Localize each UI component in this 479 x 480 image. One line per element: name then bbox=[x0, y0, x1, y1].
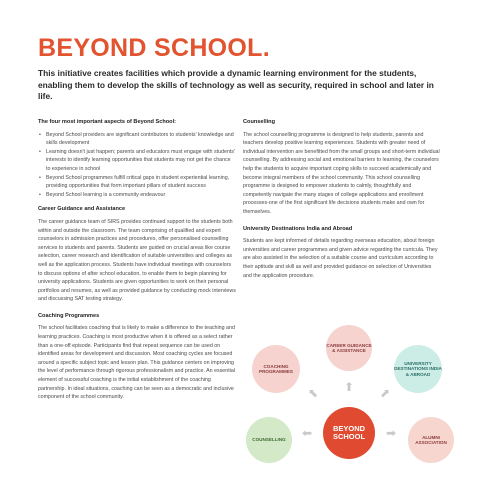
right-column bbox=[243, 118, 441, 284]
list-item: • Beyond School providers are significant contributors to students' knowledge and skills development bbox=[38, 131, 236, 148]
list-item: • Learning doesn't just happen; parents and educators must engage with students' interests to identify learning opportunities that students may not get the chance to experience in school bbox=[38, 148, 236, 174]
beyond-school-diagram bbox=[244, 325, 474, 475]
list-item: • Beyond School learning is a community endeavour bbox=[38, 191, 236, 200]
arrow-up-icon: ⬆ bbox=[344, 380, 355, 394]
coaching-text: The school facilitates coaching that is likely to make a difference to the teaching and learning practices. Coaching is most productive when it is offered as a select rather than a one-off episode. Participants find that repeat sequence can be used on identified areas for development and discussion. Most coaching cycles are focused around a specific subject topic and lesson plan. This guidance centers on improving the level of performance through rigorous professionalism and practice. An essential element of successful coaching is the initial establishment of the coaching partnership. In ideal situations, coaching can be seen as a democratic and inclusive component of the school community. bbox=[38, 325, 235, 401]
intro-text: This initiative creates facilities which provide a dynamic learning environment for the students, enabling them to develop the skills of technology as well as security, required in school and later in life. bbox=[38, 68, 434, 102]
left-column bbox=[38, 118, 236, 406]
career-heading: Career Guidance and Assistance bbox=[38, 206, 126, 213]
university-text: Students are kept informed of details regarding overseas education, about foreign universities and career programmes and given advice regarding the curricula. They are also assisted in the selection of a suitable course and curriculum according to their aptitude and skill as well and provided guidance on selection of Universities and the application procedure. bbox=[243, 238, 438, 279]
counselling-text: The school counselling programme is designed to help students, parents and teachers develop positive learning experiences. Students with greater need of individual intervention are benefitted from the small groups and short-term individual counselling. By addressing social and emotional barriers to learning, the counselors help the students to acquire important coping skills to succeed academically and become integral members of the school community. This school counselling programme is designed to empower students to calmly, thoughtfully and competently navigate the many stages of college applications and enrollment processes-one of the first significant life decisions students make and own for themselves. bbox=[243, 131, 440, 215]
career-guidance-circle: CAREER GUIDANCE & ASSISTANCE bbox=[326, 325, 372, 371]
counselling-circle: COUNSELLING bbox=[246, 417, 292, 463]
arrow-up-right-icon: ⬈ bbox=[380, 386, 391, 400]
coaching-heading: Coaching Programmes bbox=[38, 312, 100, 319]
arrow-left-icon: ⬅ bbox=[302, 426, 313, 440]
counselling-heading: Counselling bbox=[243, 119, 276, 125]
aspects-list bbox=[38, 131, 236, 200]
university-destinations-circle: UNIVERSITY DESTINATIONS INDIA & ABROAD bbox=[394, 345, 442, 393]
beyond-school-center-circle: BEYOND SCHOOL bbox=[323, 407, 375, 459]
arrow-right-icon: ➡ bbox=[386, 426, 397, 440]
coaching-programmes-circle: COACHING PROGRAMMES bbox=[252, 345, 300, 393]
career-text: The career guidance team of SIRS provides continued support to the students both within and outside the classroom. The team comprising of qualified and expert counselors in admission practices and procedures, offer personalised counselling services to students and parents. Students are guided on crucial areas like course selection, career research and identification of suitable universities and colleges as well as the application process. Students have individual meetings with counselors to discuss options of after school education, to enable them to begin planning for university applications. Students are given opportunities to work on their personal portfolios and resumes, as well as provided guidance by conducting mock interviews and discussing SAT testing strategy. bbox=[38, 218, 236, 303]
aspects-heading: The four most important aspects of Beyond School: bbox=[38, 119, 176, 125]
alumni-association-circle: ALUMNI ASSOCIATION bbox=[408, 417, 454, 463]
arrow-up-left-icon: ⬉ bbox=[308, 386, 319, 400]
list-item: • Beyond School programmes fulfill critical gaps in student experiential learning, providing opportunities that form important pillars of student success bbox=[38, 174, 236, 191]
university-heading: University Destinations India and Abroad bbox=[243, 225, 353, 232]
page-title: BEYOND SCHOOL. bbox=[38, 34, 270, 62]
